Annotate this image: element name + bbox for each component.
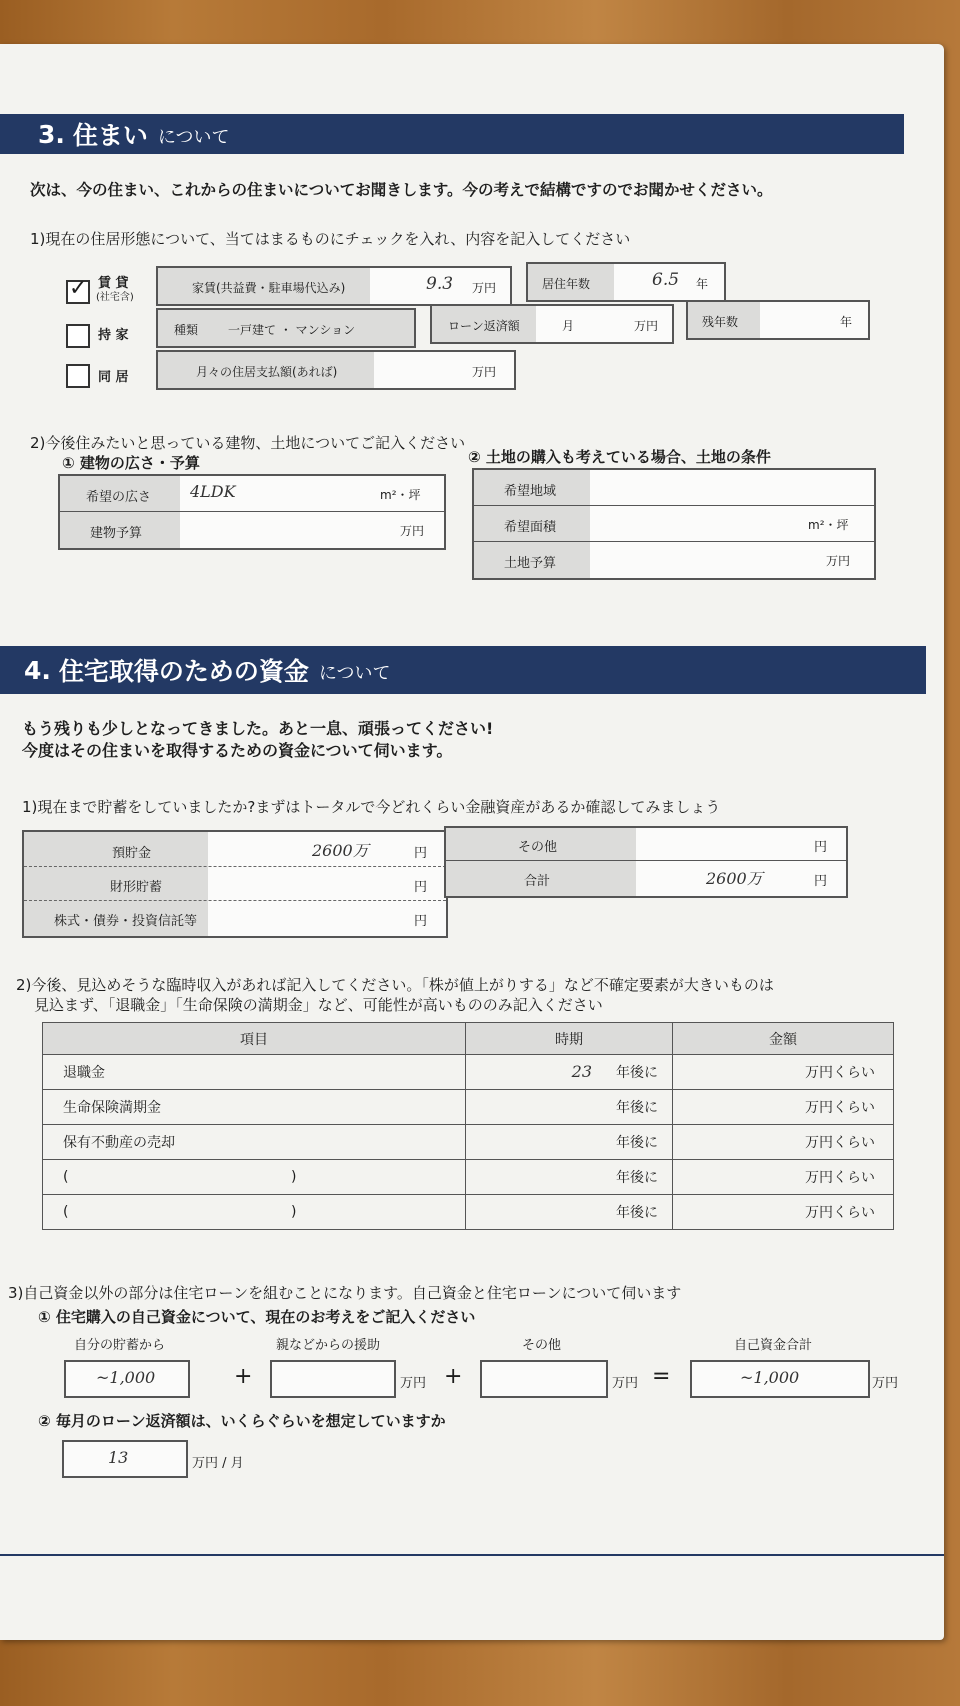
other-assets-unit: 円: [814, 840, 828, 855]
rent-label: 賃 貸: [98, 276, 129, 291]
years-value: 6.5: [652, 270, 680, 290]
parents-support-input[interactable]: [270, 1360, 396, 1398]
question-4-3-2: ② 毎月のローン返済額は、いくらぐらいを想定していますか: [38, 1412, 446, 1430]
income-header-timing: 時期: [466, 1023, 673, 1055]
income-grid: [42, 1022, 894, 1230]
rent-cost-value: 9.3: [426, 274, 454, 294]
loan-month-label: 月: [562, 319, 575, 333]
desired-area-value[interactable]: 4LDK: [190, 482, 236, 501]
savings-unit-securities: 円: [414, 914, 428, 929]
savings-value-deposits[interactable]: 2600万: [312, 841, 369, 860]
savings-label-securities: 株式・債券・投資信託等: [54, 914, 198, 929]
section-number: 4.: [24, 655, 51, 685]
section-subtitle: について: [157, 127, 230, 148]
income-years-value: 23: [571, 1062, 592, 1081]
income-row: [43, 1125, 894, 1160]
own-type-label: 種類: [174, 323, 199, 337]
other-assets-label: その他: [518, 840, 558, 855]
savings-table: [22, 830, 448, 938]
other-funds-input[interactable]: [480, 1360, 608, 1398]
question-3-2-land: ② 土地の購入も考えている場合、土地の条件: [468, 448, 771, 466]
live-together-label: 同 居: [98, 370, 129, 385]
savings-label-zaikei: 財形貯蓄: [110, 880, 163, 895]
land-budget-unit: 万円: [826, 554, 851, 568]
savings-total-table: [444, 826, 848, 898]
check-mark-icon: ✓: [69, 276, 88, 301]
loan-payment-field[interactable]: [430, 304, 674, 344]
question-4-3-1: ① 住宅購入の自己資金について、現在のお考えをご記入ください: [38, 1308, 476, 1326]
savings-unit-zaikei: 円: [414, 880, 428, 895]
plus-sign-2: +: [444, 1364, 463, 1389]
live-together-checkbox[interactable]: [66, 364, 90, 388]
own-checkbox[interactable]: [66, 324, 90, 348]
income-amount[interactable]: 万円くらい: [673, 1195, 894, 1230]
section-number: 3.: [38, 119, 65, 149]
monthly-payment-unit: 万円 / 月: [192, 1456, 244, 1471]
desired-area-unit: m²・坪: [380, 488, 421, 502]
question-3-2-building: ① 建物の広さ・予算: [62, 454, 200, 472]
own-savings-label: 自分の貯蓄から: [74, 1338, 166, 1353]
income-header-item: 項目: [43, 1023, 466, 1055]
own-savings-input[interactable]: [64, 1360, 190, 1398]
savings-unit-deposits: 円: [414, 846, 428, 861]
equals-sign: =: [652, 1364, 671, 1389]
income-item[interactable]: ( ): [43, 1160, 466, 1195]
savings-label-deposits: 預貯金: [112, 846, 152, 861]
land-table: [472, 468, 876, 580]
live-payment-field[interactable]: [156, 350, 516, 390]
live-payment-label: 月々の住居支払額(あれば): [196, 365, 338, 379]
question-4-3: 3)自己資金以外の部分は住宅ローンを組むことになります。自己資金と住宅ローンについて伺います: [8, 1284, 682, 1302]
income-row: [43, 1055, 894, 1090]
income-after-label[interactable]: 年後に: [466, 1090, 673, 1125]
live-payment-unit: 万円: [472, 365, 497, 379]
question-4-2-line2: 見込まず、「退職金」「生命保険の満期金」など、可能性が高いもののみ記入ください: [34, 996, 603, 1014]
question-4-1: 1)現在まで貯蓄をしていましたか?まずはトータルで今どれくらい金融資産があるか確認してみましょう: [22, 798, 721, 816]
total-assets-value[interactable]: 2600万: [706, 869, 763, 888]
remaining-years-unit: 年: [840, 315, 853, 329]
income-after-label[interactable]: 年後に: [466, 1195, 673, 1230]
section-4-intro-2: 今度はその住まいを取得するための資金について伺います。: [22, 741, 453, 760]
land-size-unit: m²・坪: [808, 518, 849, 532]
income-after-label[interactable]: 年後に: [466, 1125, 673, 1160]
page-bottom-rule: [0, 1554, 944, 1556]
section-subtitle: について: [318, 663, 391, 684]
monthly-payment-value: 13: [108, 1448, 129, 1467]
question-3-2: 2)今後住みたいと思っている建物、土地についてご記入ください: [30, 434, 466, 452]
income-row: [43, 1090, 894, 1125]
parents-support-label: 親などからの援助: [276, 1338, 381, 1353]
income-amount[interactable]: 万円くらい: [673, 1055, 894, 1090]
monthly-payment-input[interactable]: [62, 1440, 188, 1478]
rent-cost-label: 家賃(共益費・駐車場代込み): [192, 281, 346, 295]
remaining-years-label: 残年数: [702, 315, 739, 329]
building-budget-unit: 万円: [400, 524, 425, 538]
loan-payment-unit: 万円: [634, 319, 659, 333]
section-title: 住宅取得のための資金: [58, 657, 309, 686]
income-amount[interactable]: 万円くらい: [673, 1090, 894, 1125]
own-type-value: 一戸建て ・ マンション: [228, 323, 356, 337]
income-table: [42, 1022, 894, 1230]
years-field[interactable]: [526, 262, 726, 302]
income-timing-cell[interactable]: [466, 1055, 673, 1090]
income-after-label: 年後に: [616, 1065, 658, 1081]
building-table: [58, 474, 446, 550]
question-3-1: 1)現在の住居形態について、当てはまるものにチェックを入れ、内容を記入してください: [30, 230, 631, 248]
land-budget-label: 土地予算: [504, 556, 557, 571]
total-assets-label: 合計: [524, 874, 551, 889]
income-item: 退職金: [43, 1055, 466, 1090]
rent-cost-unit: 万円: [472, 281, 497, 295]
own-label: 持 家: [98, 328, 129, 343]
income-item[interactable]: ( ): [43, 1195, 466, 1230]
years-unit: 年: [696, 277, 709, 291]
income-item: 生命保険満期金: [43, 1090, 466, 1125]
section-3-intro: 次は、今の住まい、これからの住まいについてお聞きします。今の考えで結構ですのでお聞かせください。: [30, 181, 773, 199]
self-funds-total-unit: 万円: [872, 1376, 899, 1391]
own-type-field[interactable]: [156, 308, 416, 348]
income-header-amount: 金額: [673, 1023, 894, 1055]
desired-area-label: 希望の広さ: [86, 490, 152, 505]
section-4-header: [0, 646, 926, 694]
plus-sign-1: +: [234, 1364, 253, 1389]
other-funds-unit: 万円: [612, 1376, 639, 1391]
section-4-intro-1: もう残りも少しとなってきました。あと一息、頑張ってください!: [22, 719, 494, 738]
income-amount[interactable]: 万円くらい: [673, 1125, 894, 1160]
rent-sublabel: (社宅含): [96, 292, 134, 303]
self-funds-total-value: ~1,000: [740, 1368, 800, 1387]
income-after-label[interactable]: 年後に: [466, 1160, 673, 1195]
land-region-label: 希望地域: [504, 484, 557, 499]
income-amount[interactable]: 万円くらい: [673, 1160, 894, 1195]
remaining-years-field[interactable]: [686, 300, 870, 340]
rent-cost-field[interactable]: [156, 266, 512, 306]
years-label: 居住年数: [542, 277, 591, 291]
section-3-header: [0, 114, 904, 154]
loan-payment-label: ローン返済額: [448, 319, 520, 333]
own-savings-value: ~1,000: [96, 1368, 156, 1387]
income-item: 保有不動産の売却: [43, 1125, 466, 1160]
question-4-2-line1: 2)今後、見込めそうな臨時収入があれば記入してください。「株が値上がりする」など不確定要素が大きいものは: [16, 976, 774, 994]
land-size-label: 希望面積: [504, 520, 557, 535]
income-row: [43, 1160, 894, 1195]
parents-support-unit: 万円: [400, 1376, 427, 1391]
income-row: [43, 1195, 894, 1230]
other-funds-label: その他: [522, 1338, 562, 1353]
form-page: [0, 44, 944, 1640]
building-budget-label: 建物予算: [90, 526, 143, 541]
self-funds-total-label: 自己資金合計: [734, 1338, 813, 1353]
self-funds-total-input[interactable]: [690, 1360, 870, 1398]
total-assets-unit: 円: [814, 874, 828, 889]
section-title: 住まい: [72, 121, 148, 150]
rent-checkbox[interactable]: [66, 276, 90, 304]
